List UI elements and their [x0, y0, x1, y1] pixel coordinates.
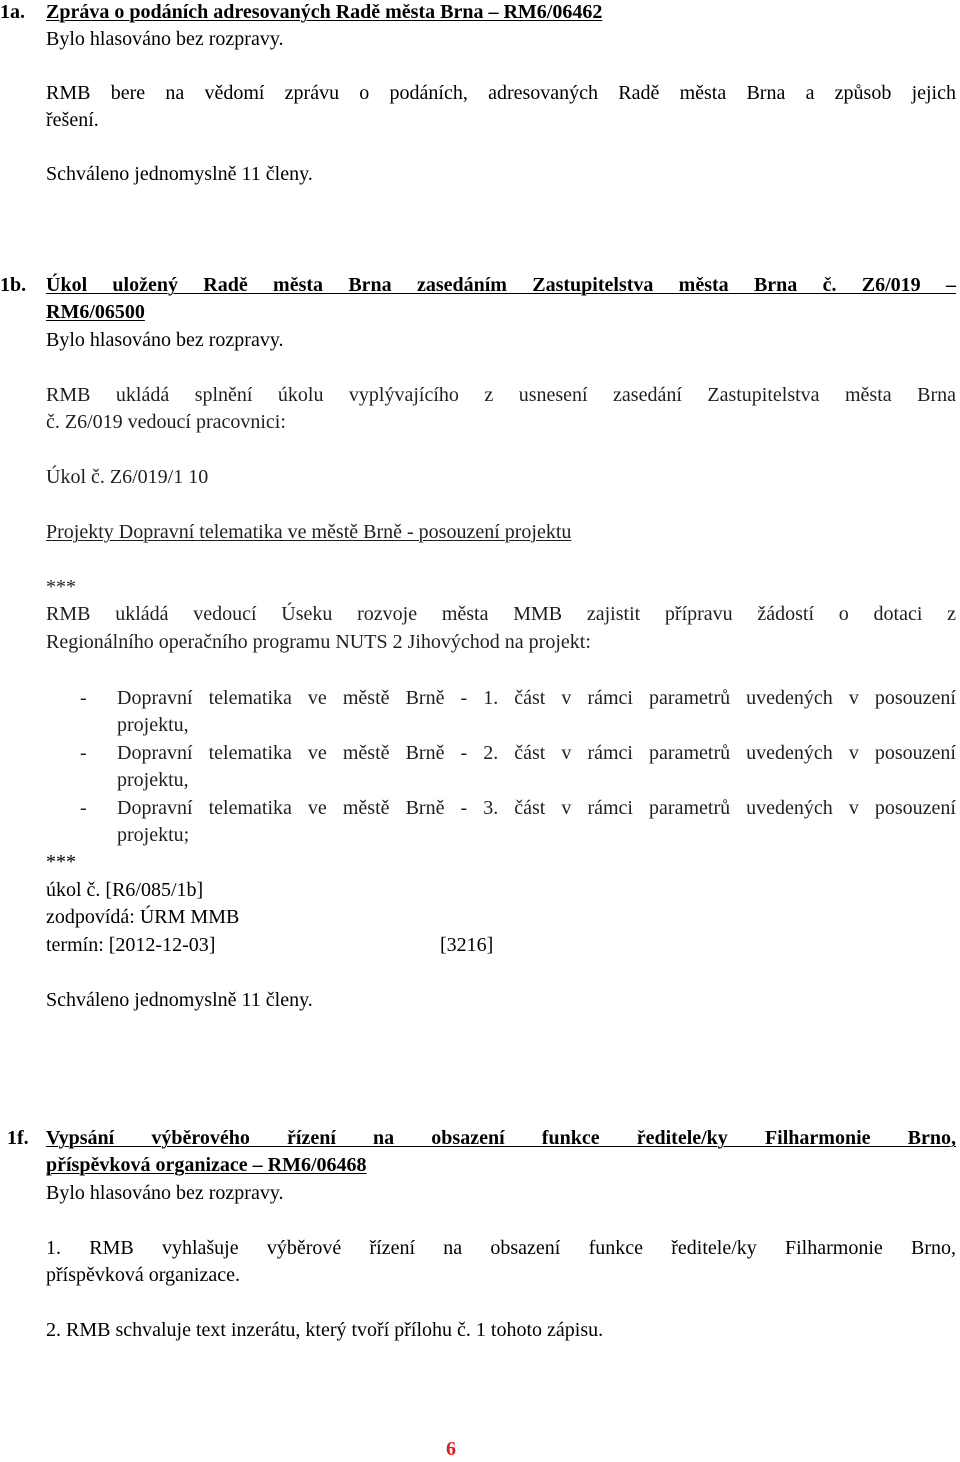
list-item-1-line-1: Dopravní telematika ve městě Brně - 1. část v rámci parametrů uvedených v posouzení	[117, 687, 956, 709]
page-number: 6	[446, 1438, 456, 1460]
section-1f-number: 1f.	[7, 1127, 29, 1149]
list-item-2-dash: -	[80, 742, 87, 764]
task-text-line-1: RMB ukládá vedoucí Úseku rozvoje města MMB zajistit přípravu žádostí o dotaci z	[46, 603, 956, 625]
project-heading: Projekty Dopravní telematika ve městě Brně - posouzení projektu	[46, 521, 572, 543]
list-item-3-line-1: Dopravní telematika ve městě Brně - 3. část v rámci parametrů uvedených v posouzení	[117, 797, 956, 819]
section-1b-voting-note: Bylo hlasováno bez rozpravy.	[46, 329, 284, 351]
section-1b-number: 1b.	[0, 274, 27, 296]
section-1a-resolution-line-1: RMB bere na vědomí zprávu o podáních, adresovaných Radě města Brna a způsob jejich	[46, 82, 956, 104]
deadline: termín: [2012-12-03]	[46, 934, 216, 956]
section-1b-approval: Schváleno jednomyslně 11 členy.	[46, 989, 313, 1011]
list-item-2-line-2: projektu,	[117, 769, 189, 791]
section-1a-approval: Schváleno jednomyslně 11 členy.	[46, 163, 313, 185]
section-1b-title-line-2: RM6/06500	[46, 301, 145, 323]
section-1f-voting-note: Bylo hlasováno bez rozpravy.	[46, 1182, 284, 1204]
section-1a-title: Zpráva o podáních adresovaných Radě města Brna – RM6/06462	[46, 1, 603, 23]
separator-top: ***	[46, 576, 76, 598]
section-1b-title-line-1: Úkol uložený Radě města Brna zasedáním Zastupitelstva města Brna č. Z6/019 –	[46, 274, 956, 296]
separator-bottom: ***	[46, 851, 76, 873]
list-item-1-dash: -	[80, 687, 87, 709]
list-item-1-line-2: projektu,	[117, 714, 189, 736]
section-1f-title-line-2: příspěvková organizace – RM6/06468	[46, 1154, 367, 1176]
task-label: Úkol č. Z6/019/1 10	[46, 466, 209, 488]
list-item-3-dash: -	[80, 797, 87, 819]
section-1a-number: 1a.	[0, 1, 25, 23]
section-1a-resolution-line-2: řešení.	[46, 109, 99, 131]
list-item-3-line-2: projektu;	[117, 824, 190, 846]
section-1f-title-line-1: Vypsání výběrového řízení na obsazení funkce ředitele/ky Filharmonie Brno,	[46, 1127, 956, 1149]
section-1f-item-1-line-1: 1. RMB vyhlašuje výběrové řízení na obsazení funkce ředitele/ky Filharmonie Brno,	[46, 1237, 956, 1259]
section-1b-intro-line-2: č. Z6/019 vedoucí pracovnici:	[46, 411, 286, 433]
responsible: zodpovídá: ÚRM MMB	[46, 906, 240, 928]
section-1b-intro-line-1: RMB ukládá splnění úkolu vyplývajícího z usnesení zasedání Zastupitelstva města Brna	[46, 384, 956, 406]
section-1a-voting-note: Bylo hlasováno bez rozpravy.	[46, 28, 284, 50]
task-text-line-2: Regionálního operačního programu NUTS 2 Jihovýchod na projekt:	[46, 631, 591, 653]
code: [3216]	[440, 934, 494, 956]
task-number: úkol č. [R6/085/1b]	[46, 879, 204, 901]
list-item-2-line-1: Dopravní telematika ve městě Brně - 2. část v rámci parametrů uvedených v posouzení	[117, 742, 956, 764]
section-1f-item-1-line-2: příspěvková organizace.	[46, 1264, 240, 1286]
section-1f-item-2: 2. RMB schvaluje text inzerátu, který tvoří přílohu č. 1 tohoto zápisu.	[46, 1319, 604, 1341]
